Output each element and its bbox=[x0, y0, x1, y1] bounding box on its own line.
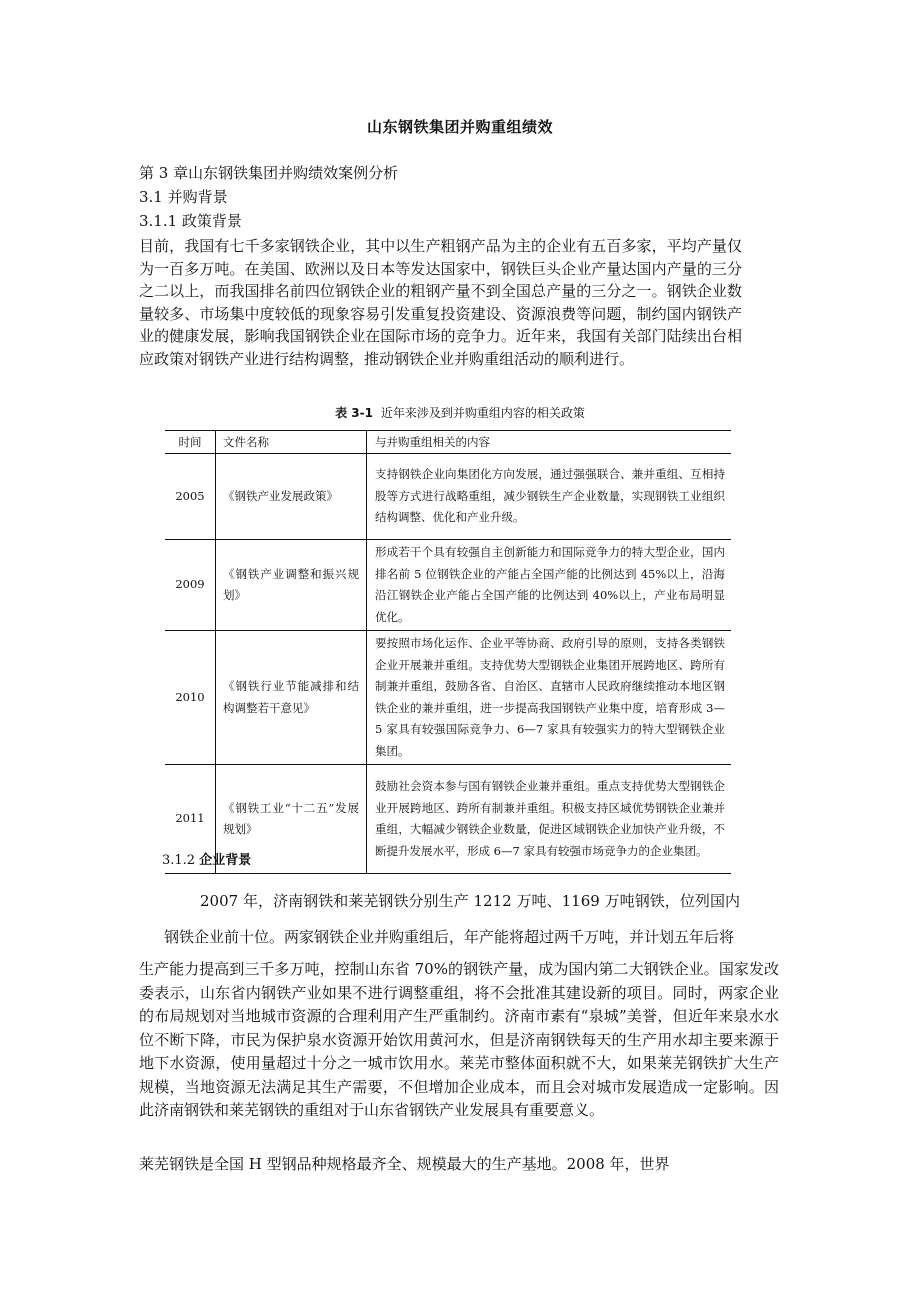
laiwu-paragraph: 莱芜钢铁是全国 H 型钢品种规格最齐全、规模最大的生产基地。2008 年，世界 bbox=[139, 1155, 670, 1173]
row-file: 《钢铁行业节能减排和结构调整若干意见》 bbox=[216, 631, 367, 765]
row-year: 2005 bbox=[165, 454, 216, 540]
document-title: 山东钢铁集团并购重组绩效 bbox=[366, 118, 553, 136]
table-caption bbox=[0, 404, 920, 421]
table-row bbox=[165, 540, 731, 631]
row-content: 支持钢铁企业向集团化方向发展，通过强强联合、兼并重组、互相持股等方式进行战略重组，减少钢铁生产企业数量，实现钢铁工业组织结构调整、优化和产业升级。 bbox=[367, 454, 732, 540]
table-caption-text: 近年来涉及到并购重组内容的相关政策 bbox=[380, 406, 585, 420]
row-year: 2011 bbox=[165, 765, 216, 874]
section-label: 企业背景 bbox=[199, 853, 252, 868]
policy-background-paragraph: 目前，我国有七千多家钢铁企业，其中以生产粗钢产品为主的企业有五百多家，平均产量仅为一百多万吨。在美国、欧洲以及日本等发达国家中，钢铁巨头企业产量达国内产量的三分之二以上，而我国排名前四位钢铁企业的粗钢产量不到全国总产量的三分之一。钢铁企业数量较多、市场集中度较低的现象容易引发重复投资建设、资源浪费等问题，制约国内钢铁产业的健康发展，影响我国钢铁企业在国际市场的竞争力。近年来，我国有关部门陆续出台相应政策对钢铁产业进行结构调整，推动钢铁企业并购重组活动的顺利进行。 bbox=[139, 237, 742, 368]
table-header-row bbox=[165, 431, 731, 454]
policy-table bbox=[165, 430, 731, 874]
row-file: 《钢铁工业“十二五”发展规划》 bbox=[216, 765, 367, 874]
section-heading-3-1-1: 3.1.1 政策背景 bbox=[139, 212, 242, 230]
header-content: 与并购重组相关的内容 bbox=[367, 431, 732, 454]
row-content: 鼓励社会资本参与国有钢铁企业兼并重组。重点支持优势大型钢铁企业开展跨地区、跨所有制兼并重组。积极支持区域优势钢铁企业兼并重组，大幅减少钢铁企业数量，促进区域钢铁企业加快产业升级，不断提升发展水平，形成 6—7 家具有较强市场竞争力的企业集团。 bbox=[367, 765, 732, 874]
section-number: 3.1.2 bbox=[162, 853, 196, 868]
row-file: 《钢铁产业调整和振兴规划》 bbox=[216, 540, 367, 631]
table-row bbox=[165, 631, 731, 765]
table-caption-number: 表 3-1 bbox=[335, 406, 373, 420]
row-year: 2010 bbox=[165, 631, 216, 765]
row-content: 要按照市场化运作、企业平等协商、政府引导的原则，支持各类钢铁企业开展兼并重组。支持优势大型钢铁企业集团开展跨地区、跨所有制兼并重组，鼓励各省、自治区、直辖市人民政府继续推动本地区钢铁企业的兼并重组，进一步提高我国钢铁产业集中度，培育形成 3—5 家具有较强国际竞争力、6—7 家具有较强实力的特大型钢铁企业集团。 bbox=[367, 631, 732, 765]
section-heading-3-1: 3.1 并购背景 bbox=[139, 188, 228, 206]
row-year: 2009 bbox=[165, 540, 216, 631]
header-file-name: 文件名称 bbox=[216, 431, 367, 454]
row-content: 形成若干个具有较强自主创新能力和国际竞争力的特大型企业，国内排名前 5 位钢铁企业的产能占全国产能的比例达到 45%以上，沿海沿江钢铁企业产能占全国产能的比例达到 40%以上，产业布局明显优化。 bbox=[367, 540, 732, 631]
enterprise-background-paragraph-1: 2007 年，济南钢铁和莱芜钢铁分别生产 1212 万吨、1169 万吨钢铁，位列国内钢铁企业前十位。两家钢铁企业并购重组后，年产能将超过两千万吨，并计划五年后将 bbox=[164, 892, 740, 946]
enterprise-background-paragraph-2: 生产能力提高到三千多万吨，控制山东省 70%的钢铁产量，成为国内第二大钢铁企业。国家发改委表示，山东省内钢铁产业如果不进行调整重组，将不会批准其建设新的项目。同时，两家企业的布局规划对当地城市资源的合理利用产生严重制约。济南市素有“泉城”美誉，但近年来泉水水位不断下降，市民为保护泉水资源开始饮用黄河水，但是济南钢铁每天的生产用水却主要来源于地下水资源，使用量超过十分之一城市饮用水。莱芜市整体面积就不大，如果莱芜钢铁扩大生产规模，当地资源无法满足其生产需要，不但增加企业成本，而且会对城市发展造成一定影响。因此济南钢铁和莱芜钢铁的重组对于山东省钢铁产业发展具有重要意义。 bbox=[139, 960, 779, 1119]
section-heading-3-1-2 bbox=[162, 849, 251, 868]
table-row bbox=[165, 454, 731, 540]
chapter-heading: 第 3 章山东钢铁集团并购绩效案例分析 bbox=[139, 164, 399, 182]
row-file: 《钢铁产业发展政策》 bbox=[216, 454, 367, 540]
header-time: 时间 bbox=[165, 431, 216, 454]
